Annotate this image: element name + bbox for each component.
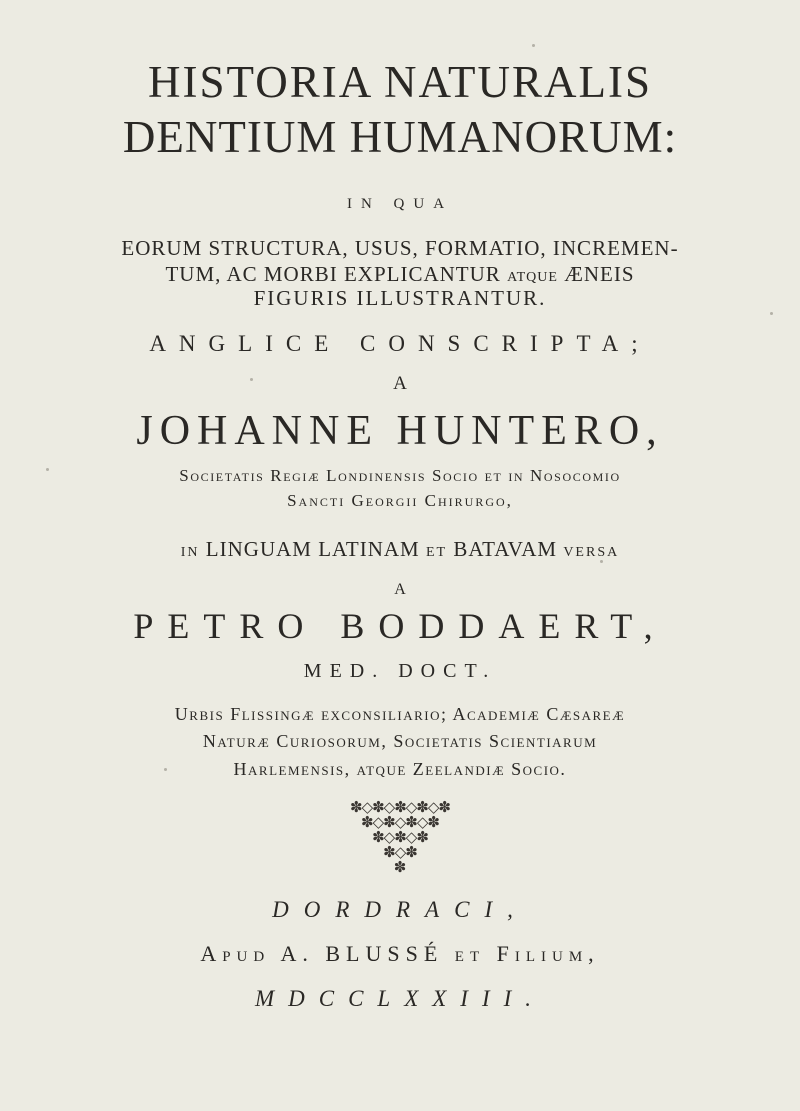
ornament-row-2: ✽◇✽◇✽◇✽ xyxy=(361,813,439,831)
description-line-2a: TUM, AC MORBI EXPLICANTUR xyxy=(165,262,501,286)
imprint-place: DORDRACI, xyxy=(272,897,528,922)
title-line-2: DENTIUM HUMANORUM: xyxy=(122,112,678,162)
ornament-row-3: ✽◇✽◇✽ xyxy=(372,828,428,846)
paper-speck xyxy=(46,468,49,471)
translation-line xyxy=(0,537,800,562)
translation-lingua: LINGUAM LATINAM xyxy=(205,537,420,561)
paper-speck xyxy=(164,768,167,771)
society-line-2: Sancti Georgii Chirurgo, xyxy=(287,491,513,510)
description-line-1: EORUM STRUCTURA, USUS, FORMATIO, INCREMEN- xyxy=(121,236,679,260)
ornament-row-5: ✽ xyxy=(393,858,407,876)
ornament-row-4: ✽◇✽ xyxy=(383,843,417,861)
anglice-conscripta: ANGLICE CONSCRIPTA; xyxy=(149,331,651,356)
a-second: A xyxy=(394,581,406,598)
ornament-row-1: ✽◇✽◇✽◇✽◇✽ xyxy=(350,798,450,816)
paper-speck xyxy=(600,560,603,563)
a-first: A xyxy=(393,373,407,394)
description-line-2 xyxy=(0,262,800,287)
offices-line-3: Harlemensis, atque Zeelandiæ Socio. xyxy=(233,759,567,779)
imprint-year: MDCCLXXIII. xyxy=(254,986,546,1011)
society-line-1: Societatis Regiæ Londinensis Socio et in Nosocomio xyxy=(179,466,621,485)
translation-in: IN xyxy=(180,545,200,560)
translation-versa: VERSA xyxy=(563,545,620,560)
description-atque: ATQUE xyxy=(507,270,558,285)
title-line-1: HISTORIA NATURALIS xyxy=(148,57,652,107)
offices-line-2: Naturæ Curiosorum, Societatis Scientiarum xyxy=(202,731,598,751)
translation-batavam: BATAVAM xyxy=(453,537,558,561)
description-aeneis: ÆNEIS xyxy=(564,262,635,286)
translator-name: PETRO BODDAERT, xyxy=(133,606,667,646)
paper-speck xyxy=(532,44,535,47)
paper-speck xyxy=(770,312,773,315)
translation-et: ET xyxy=(425,545,448,560)
author-name: JOHANNE HUNTERO, xyxy=(136,408,664,454)
offices-line-1: Urbis Flissingæ exconsiliario; Academiæ Cæsareæ xyxy=(174,704,626,724)
imprint-publisher: Apud A. BLUSSÉ et Filium, xyxy=(200,941,600,966)
degree: MED. DOCT. xyxy=(303,660,497,682)
description-line-3: FIGURIS ILLUSTRANTUR. xyxy=(253,286,547,310)
paper-speck xyxy=(250,378,253,381)
in-qua: IN QUA xyxy=(346,196,454,212)
